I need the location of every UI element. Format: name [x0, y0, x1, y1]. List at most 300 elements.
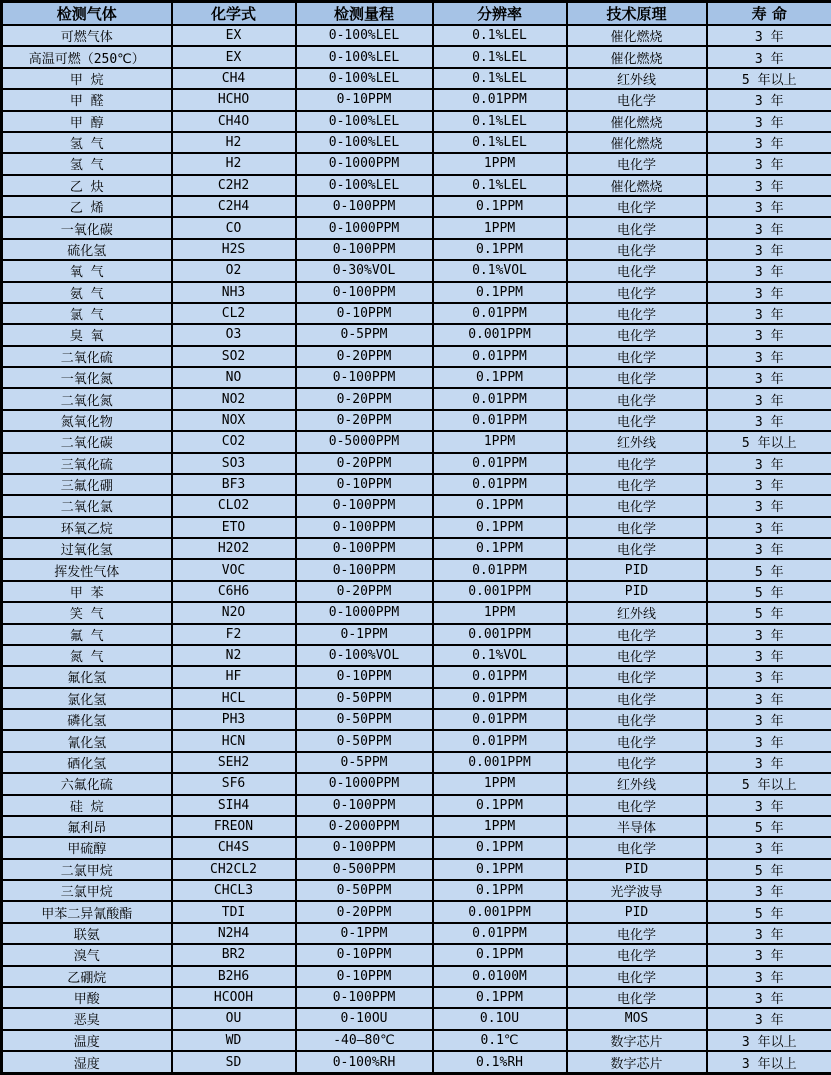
lifespan-cell: 3 年 — [707, 880, 831, 901]
table-row — [2, 410, 831, 431]
principle-cell: 催化燃烧 — [567, 111, 707, 132]
principle-cell: 催化燃烧 — [567, 46, 707, 67]
range-cell: 0-100PPM — [296, 559, 433, 580]
formula-cell: SIH4 — [172, 795, 296, 816]
lifespan-cell: 5 年 — [707, 602, 831, 623]
table-row — [2, 944, 831, 965]
principle-cell: 半导体 — [567, 816, 707, 837]
resolution-cell: 0.01PPM — [433, 666, 567, 687]
formula-cell: NO2 — [172, 388, 296, 409]
formula-cell: VOC — [172, 559, 296, 580]
resolution-cell: 0.01PPM — [433, 688, 567, 709]
resolution-cell: 0.1PPM — [433, 239, 567, 260]
principle-cell: 电化学 — [567, 260, 707, 281]
lifespan-cell: 3 年 — [707, 346, 831, 367]
gas-name-cell: 氯 气 — [2, 303, 172, 324]
formula-cell: F2 — [172, 624, 296, 645]
formula-cell: HCL — [172, 688, 296, 709]
lifespan-cell: 5 年以上 — [707, 68, 831, 89]
lifespan-cell: 3 年 — [707, 474, 831, 495]
range-cell: 0-100PPM — [296, 196, 433, 217]
range-cell: 0-100PPM — [296, 987, 433, 1008]
principle-cell: 电化学 — [567, 239, 707, 260]
resolution-cell: 0.01PPM — [433, 730, 567, 751]
formula-cell: SO3 — [172, 453, 296, 474]
resolution-cell: 0.01PPM — [433, 453, 567, 474]
resolution-cell: 0.1PPM — [433, 495, 567, 516]
range-cell: 0-100%LEL — [296, 132, 433, 153]
table-row — [2, 666, 831, 687]
range-cell: 0-50PPM — [296, 688, 433, 709]
gas-name-cell: 硫化氢 — [2, 239, 172, 260]
lifespan-cell: 3 年 — [707, 495, 831, 516]
formula-cell: N2O — [172, 602, 296, 623]
table-row — [2, 773, 831, 794]
table-row — [2, 624, 831, 645]
lifespan-cell: 3 年 — [707, 153, 831, 174]
resolution-cell: 1PPM — [433, 816, 567, 837]
gas-name-cell: 二氯甲烷 — [2, 859, 172, 880]
table-row — [2, 709, 831, 730]
table-row — [2, 132, 831, 153]
lifespan-cell: 5 年 — [707, 581, 831, 602]
lifespan-cell: 3 年 — [707, 730, 831, 751]
lifespan-cell: 3 年 — [707, 217, 831, 238]
table-row — [2, 730, 831, 751]
range-cell: 0-20PPM — [296, 581, 433, 602]
lifespan-cell: 3 年 — [707, 624, 831, 645]
table-row — [2, 239, 831, 260]
resolution-cell: 0.1PPM — [433, 196, 567, 217]
formula-cell: H2 — [172, 153, 296, 174]
table-row — [2, 303, 831, 324]
gas-name-cell: 甲 烷 — [2, 68, 172, 89]
range-cell: 0-30%VOL — [296, 260, 433, 281]
formula-cell: N2H4 — [172, 923, 296, 944]
resolution-cell: 0.1PPM — [433, 987, 567, 1008]
principle-cell: 电化学 — [567, 624, 707, 645]
resolution-cell: 0.001PPM — [433, 752, 567, 773]
formula-cell: HCOOH — [172, 987, 296, 1008]
formula-cell: FREON — [172, 816, 296, 837]
gas-name-cell: 乙硼烷 — [2, 966, 172, 987]
principle-cell: 电化学 — [567, 645, 707, 666]
lifespan-cell: 3 年 — [707, 303, 831, 324]
table-row — [2, 282, 831, 303]
resolution-cell: 0.01PPM — [433, 410, 567, 431]
principle-cell: MOS — [567, 1008, 707, 1029]
principle-cell: 电化学 — [567, 196, 707, 217]
table-row — [2, 111, 831, 132]
gas-name-cell: 氢 气 — [2, 132, 172, 153]
table-row — [2, 196, 831, 217]
gas-name-cell: 氮氧化物 — [2, 410, 172, 431]
lifespan-cell: 3 年 — [707, 324, 831, 345]
lifespan-cell: 3 年 — [707, 795, 831, 816]
table-row — [2, 923, 831, 944]
principle-cell: 光学波导 — [567, 880, 707, 901]
principle-cell: 电化学 — [567, 282, 707, 303]
principle-cell: PID — [567, 581, 707, 602]
lifespan-cell: 3 年 — [707, 46, 831, 67]
resolution-cell: 0.1℃ — [433, 1030, 567, 1051]
gas-name-cell: 甲苯二异氰酸酯 — [2, 901, 172, 922]
formula-cell: CHCL3 — [172, 880, 296, 901]
range-cell: -40—80℃ — [296, 1030, 433, 1051]
gas-name-cell: 乙 炔 — [2, 175, 172, 196]
gas-name-cell: 硒化氢 — [2, 752, 172, 773]
gas-name-cell: 氟利昂 — [2, 816, 172, 837]
column-header-resolution: 分辨率 — [433, 2, 567, 26]
table-row — [2, 1030, 831, 1051]
table-row — [2, 517, 831, 538]
table-row — [2, 431, 831, 452]
lifespan-cell: 3 年 — [707, 923, 831, 944]
lifespan-cell: 5 年 — [707, 816, 831, 837]
range-cell: 0-1000PPM — [296, 773, 433, 794]
formula-cell: CLO2 — [172, 495, 296, 516]
gas-name-cell: 过氧化氢 — [2, 538, 172, 559]
principle-cell: 电化学 — [567, 709, 707, 730]
lifespan-cell: 3 年 — [707, 453, 831, 474]
table-row — [2, 260, 831, 281]
formula-cell: B2H6 — [172, 966, 296, 987]
column-header-chemical-formula: 化学式 — [172, 2, 296, 26]
gas-name-cell: 氯化氢 — [2, 688, 172, 709]
principle-cell: 电化学 — [567, 410, 707, 431]
formula-cell: SO2 — [172, 346, 296, 367]
lifespan-cell: 3 年 — [707, 944, 831, 965]
principle-cell: 电化学 — [567, 346, 707, 367]
range-cell: 0-1000PPM — [296, 602, 433, 623]
resolution-cell: 0.1PPM — [433, 282, 567, 303]
lifespan-cell: 3 年 — [707, 89, 831, 110]
range-cell: 0-1PPM — [296, 923, 433, 944]
table-row — [2, 859, 831, 880]
gas-name-cell: 三氧化硫 — [2, 453, 172, 474]
formula-cell: BF3 — [172, 474, 296, 495]
table-row — [2, 217, 831, 238]
lifespan-cell: 3 年 — [707, 709, 831, 730]
range-cell: 0-2000PPM — [296, 816, 433, 837]
resolution-cell: 0.01PPM — [433, 474, 567, 495]
formula-cell: H2S — [172, 239, 296, 260]
resolution-cell: 0.1PPM — [433, 859, 567, 880]
formula-cell: CO — [172, 217, 296, 238]
table-row — [2, 388, 831, 409]
formula-cell: H2O2 — [172, 538, 296, 559]
principle-cell: 电化学 — [567, 517, 707, 538]
principle-cell: 红外线 — [567, 68, 707, 89]
resolution-cell: 0.1PPM — [433, 517, 567, 538]
range-cell: 0-20PPM — [296, 410, 433, 431]
table-row — [2, 46, 831, 67]
column-header-technology: 技术原理 — [567, 2, 707, 26]
lifespan-cell: 3 年 — [707, 1008, 831, 1029]
table-row — [2, 1008, 831, 1029]
principle-cell: 电化学 — [567, 324, 707, 345]
resolution-cell: 0.1OU — [433, 1008, 567, 1029]
table-row — [2, 25, 831, 46]
principle-cell: 电化学 — [567, 388, 707, 409]
gas-name-cell: 臭 氧 — [2, 324, 172, 345]
gas-name-cell: 二氧化碳 — [2, 431, 172, 452]
principle-cell: 电化学 — [567, 923, 707, 944]
resolution-cell: 0.01PPM — [433, 388, 567, 409]
formula-cell: O2 — [172, 260, 296, 281]
lifespan-cell: 5 年 — [707, 559, 831, 580]
formula-cell: EX — [172, 46, 296, 67]
lifespan-cell: 3 年以上 — [707, 1030, 831, 1051]
formula-cell: CL2 — [172, 303, 296, 324]
lifespan-cell: 3 年 — [707, 645, 831, 666]
gas-name-cell: 硅 烷 — [2, 795, 172, 816]
table-row — [2, 367, 831, 388]
resolution-cell: 0.1%LEL — [433, 111, 567, 132]
column-header-lifespan: 寿 命 — [707, 2, 831, 26]
gas-name-cell: 甲 苯 — [2, 581, 172, 602]
resolution-cell: 1PPM — [433, 773, 567, 794]
table-row — [2, 987, 831, 1008]
range-cell: 0-20PPM — [296, 346, 433, 367]
formula-cell: BR2 — [172, 944, 296, 965]
resolution-cell: 0.1%VOL — [433, 260, 567, 281]
table-row — [2, 837, 831, 858]
range-cell: 0-100%RH — [296, 1051, 433, 1074]
resolution-cell: 0.01PPM — [433, 346, 567, 367]
formula-cell: HCN — [172, 730, 296, 751]
range-cell: 0-100%LEL — [296, 175, 433, 196]
formula-cell: C6H6 — [172, 581, 296, 602]
principle-cell: 催化燃烧 — [567, 175, 707, 196]
lifespan-cell: 3 年 — [707, 966, 831, 987]
principle-cell: 电化学 — [567, 367, 707, 388]
principle-cell: 数字芯片 — [567, 1030, 707, 1051]
formula-cell: ETO — [172, 517, 296, 538]
range-cell: 0-100PPM — [296, 282, 433, 303]
gas-name-cell: 二氧化氯 — [2, 495, 172, 516]
table-row — [2, 346, 831, 367]
lifespan-cell: 5 年以上 — [707, 773, 831, 794]
principle-cell: 电化学 — [567, 966, 707, 987]
resolution-cell: 0.01PPM — [433, 559, 567, 580]
lifespan-cell: 3 年 — [707, 282, 831, 303]
resolution-cell: 0.01PPM — [433, 303, 567, 324]
gas-name-cell: 磷化氢 — [2, 709, 172, 730]
range-cell: 0-100PPM — [296, 538, 433, 559]
formula-cell: SD — [172, 1051, 296, 1074]
range-cell: 0-50PPM — [296, 880, 433, 901]
gas-name-cell: 联氨 — [2, 923, 172, 944]
lifespan-cell: 3 年 — [707, 688, 831, 709]
range-cell: 0-10PPM — [296, 303, 433, 324]
table-row — [2, 602, 831, 623]
gas-name-cell: 挥发性气体 — [2, 559, 172, 580]
formula-cell: HCHO — [172, 89, 296, 110]
range-cell: 0-10OU — [296, 1008, 433, 1029]
resolution-cell: 0.01PPM — [433, 709, 567, 730]
principle-cell: 电化学 — [567, 944, 707, 965]
resolution-cell: 0.1%LEL — [433, 175, 567, 196]
resolution-cell: 0.1%RH — [433, 1051, 567, 1074]
resolution-cell: 0.1PPM — [433, 944, 567, 965]
formula-cell: O3 — [172, 324, 296, 345]
formula-cell: CH2CL2 — [172, 859, 296, 880]
principle-cell: 电化学 — [567, 688, 707, 709]
resolution-cell: 0.1PPM — [433, 367, 567, 388]
principle-cell: 电化学 — [567, 752, 707, 773]
range-cell: 0-1000PPM — [296, 217, 433, 238]
principle-cell: 电化学 — [567, 303, 707, 324]
table-row — [2, 559, 831, 580]
range-cell: 0-100%LEL — [296, 46, 433, 67]
gas-name-cell: 氧 气 — [2, 260, 172, 281]
principle-cell: 电化学 — [567, 837, 707, 858]
formula-cell: SF6 — [172, 773, 296, 794]
gas-name-cell: 笑 气 — [2, 602, 172, 623]
formula-cell: NOX — [172, 410, 296, 431]
resolution-cell: 0.1%LEL — [433, 68, 567, 89]
formula-cell: HF — [172, 666, 296, 687]
table-row — [2, 89, 831, 110]
lifespan-cell: 5 年 — [707, 859, 831, 880]
resolution-cell: 1PPM — [433, 217, 567, 238]
table-header — [2, 2, 831, 26]
lifespan-cell: 3 年 — [707, 538, 831, 559]
resolution-cell: 0.001PPM — [433, 581, 567, 602]
lifespan-cell: 3 年 — [707, 367, 831, 388]
table-row — [2, 474, 831, 495]
lifespan-cell: 3 年 — [707, 987, 831, 1008]
resolution-cell: 0.001PPM — [433, 324, 567, 345]
gas-name-cell: 氢 气 — [2, 153, 172, 174]
resolution-cell: 0.1%LEL — [433, 25, 567, 46]
table-row — [2, 153, 831, 174]
principle-cell: 电化学 — [567, 217, 707, 238]
range-cell: 0-100PPM — [296, 495, 433, 516]
resolution-cell: 0.1PPM — [433, 795, 567, 816]
formula-cell: C2H4 — [172, 196, 296, 217]
column-header-gas-name: 检测气体 — [2, 2, 172, 26]
range-cell: 0-5000PPM — [296, 431, 433, 452]
range-cell: 0-5PPM — [296, 752, 433, 773]
range-cell: 0-20PPM — [296, 453, 433, 474]
gas-name-cell: 三氯甲烷 — [2, 880, 172, 901]
resolution-cell: 0.01PPM — [433, 89, 567, 110]
range-cell: 0-50PPM — [296, 730, 433, 751]
range-cell: 0-100PPM — [296, 837, 433, 858]
resolution-cell: 0.001PPM — [433, 901, 567, 922]
lifespan-cell: 3 年 — [707, 260, 831, 281]
range-cell: 0-1PPM — [296, 624, 433, 645]
principle-cell: 电化学 — [567, 730, 707, 751]
formula-cell: CO2 — [172, 431, 296, 452]
lifespan-cell: 3 年 — [707, 111, 831, 132]
principle-cell: 电化学 — [567, 987, 707, 1008]
gas-name-cell: 高温可燃（250℃） — [2, 46, 172, 67]
lifespan-cell: 3 年 — [707, 410, 831, 431]
table-row — [2, 175, 831, 196]
gas-name-cell: 氮 气 — [2, 645, 172, 666]
lifespan-cell: 3 年 — [707, 25, 831, 46]
range-cell: 0-10PPM — [296, 666, 433, 687]
table-row — [2, 880, 831, 901]
resolution-cell: 0.1%LEL — [433, 132, 567, 153]
principle-cell: PID — [567, 859, 707, 880]
resolution-cell: 0.1%LEL — [433, 46, 567, 67]
formula-cell: CH4O — [172, 111, 296, 132]
lifespan-cell: 3 年以上 — [707, 1051, 831, 1074]
range-cell: 0-100%LEL — [296, 68, 433, 89]
gas-name-cell: 甲 醛 — [2, 89, 172, 110]
range-cell: 0-20PPM — [296, 901, 433, 922]
formula-cell: OU — [172, 1008, 296, 1029]
range-cell: 0-100PPM — [296, 795, 433, 816]
formula-cell: NO — [172, 367, 296, 388]
resolution-cell: 1PPM — [433, 153, 567, 174]
resolution-cell: 0.1%VOL — [433, 645, 567, 666]
table-row — [2, 645, 831, 666]
table-row — [2, 901, 831, 922]
resolution-cell: 0.1PPM — [433, 538, 567, 559]
range-cell: 0-100PPM — [296, 239, 433, 260]
gas-name-cell: 湿度 — [2, 1051, 172, 1074]
formula-cell: CH4 — [172, 68, 296, 89]
lifespan-cell: 3 年 — [707, 196, 831, 217]
gas-name-cell: 二氧化硫 — [2, 346, 172, 367]
principle-cell: 催化燃烧 — [567, 132, 707, 153]
range-cell: 0-1000PPM — [296, 153, 433, 174]
gas-name-cell: 甲硫醇 — [2, 837, 172, 858]
lifespan-cell: 3 年 — [707, 175, 831, 196]
range-cell: 0-10PPM — [296, 944, 433, 965]
gas-name-cell: 可燃气体 — [2, 25, 172, 46]
range-cell: 0-50PPM — [296, 709, 433, 730]
principle-cell: 电化学 — [567, 495, 707, 516]
range-cell: 0-10PPM — [296, 474, 433, 495]
range-cell: 0-5PPM — [296, 324, 433, 345]
formula-cell: TDI — [172, 901, 296, 922]
range-cell: 0-10PPM — [296, 966, 433, 987]
principle-cell: 电化学 — [567, 153, 707, 174]
table-row — [2, 688, 831, 709]
formula-cell: SEH2 — [172, 752, 296, 773]
column-header-detection-range: 检测量程 — [296, 2, 433, 26]
formula-cell: EX — [172, 25, 296, 46]
lifespan-cell: 5 年以上 — [707, 431, 831, 452]
principle-cell: PID — [567, 901, 707, 922]
lifespan-cell: 3 年 — [707, 837, 831, 858]
table-row — [2, 816, 831, 837]
table-row — [2, 966, 831, 987]
principle-cell: 电化学 — [567, 666, 707, 687]
table-body — [2, 25, 831, 1074]
formula-cell: N2 — [172, 645, 296, 666]
formula-cell: CH4S — [172, 837, 296, 858]
gas-name-cell: 溴气 — [2, 944, 172, 965]
formula-cell: C2H2 — [172, 175, 296, 196]
gas-name-cell: 一氧化氮 — [2, 367, 172, 388]
principle-cell: 电化学 — [567, 474, 707, 495]
lifespan-cell: 5 年 — [707, 901, 831, 922]
gas-name-cell: 氰化氢 — [2, 730, 172, 751]
range-cell: 0-10PPM — [296, 89, 433, 110]
formula-cell: H2 — [172, 132, 296, 153]
table-row — [2, 1051, 831, 1074]
principle-cell: 电化学 — [567, 538, 707, 559]
principle-cell: 催化燃烧 — [567, 25, 707, 46]
gas-name-cell: 六氟化硫 — [2, 773, 172, 794]
